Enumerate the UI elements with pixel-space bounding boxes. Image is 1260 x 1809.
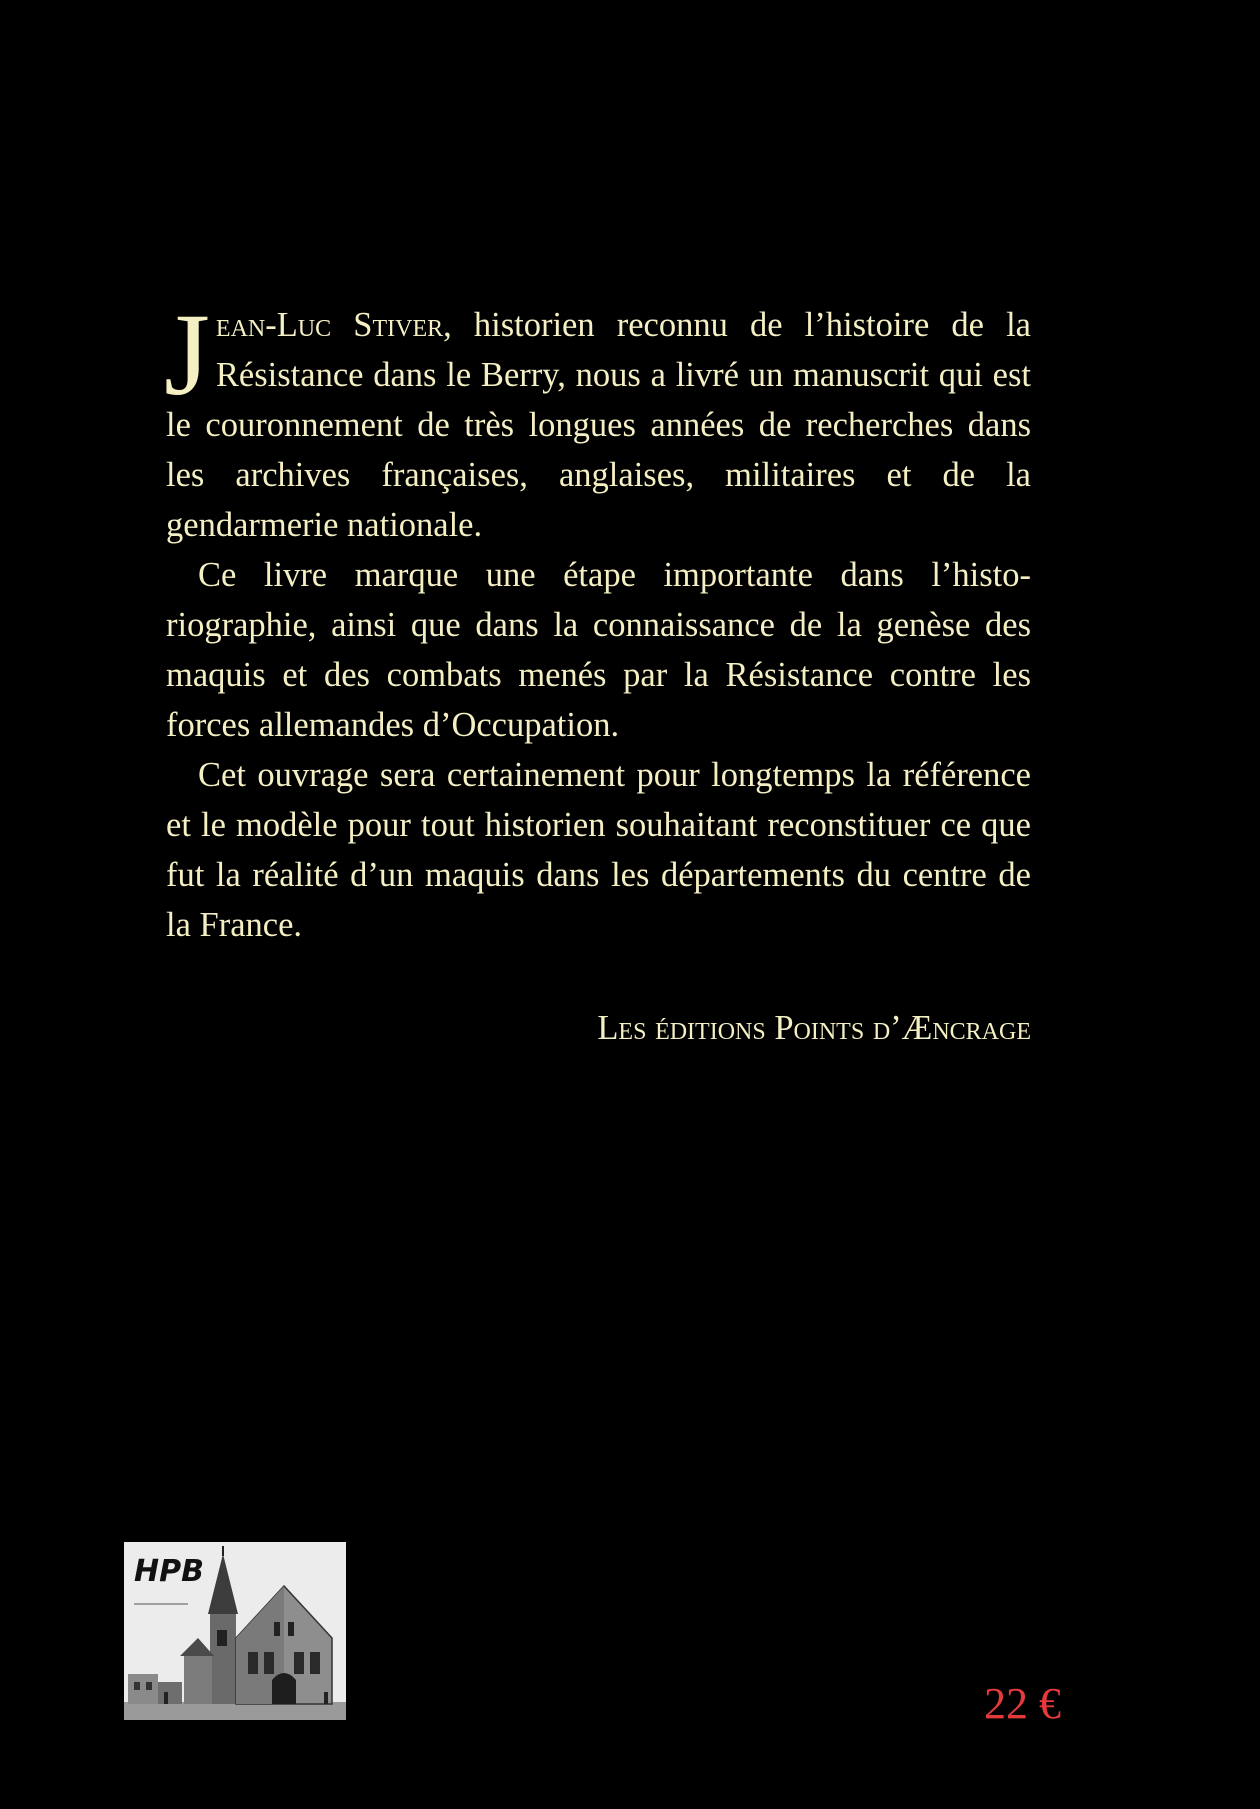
blurb-paragraph-1-text: , historien reconnu de l’histoire de la Résistance dans le Berry, nous a livré un manuscrit qui est le couronnement de très longues années de recherches dans les archives françaises, anglaises, militaires et de la gendarmerie nationale. — [166, 306, 1031, 544]
publisher-signature: Les éditions Points d’Æncrage — [597, 1009, 1031, 1047]
drop-cap: J — [164, 289, 210, 420]
hpb-logo — [124, 1542, 346, 1720]
logo-letters: HPB — [134, 1554, 204, 1589]
price-label: 22 € — [984, 1679, 1061, 1728]
blurb-paragraph-3: Cet ouvrage sera certainement pour longtemps la référence et le modèle pour tout historien souhaitant reconstituer ce que fut la réalité d’un maquis dans les départements du centre de la France. — [166, 756, 1031, 944]
back-cover-blurb — [164, 289, 1031, 950]
author-name: ean-Luc Stiver — [215, 306, 444, 344]
blurb-paragraph-1 — [164, 289, 1031, 550]
blurb-paragraph-2: Ce livre marque une étape importante dans l’historiographie, ainsi que dans la connaissance de la genèse des maquis et des combats menés par la Résistance contre les forces allemandes d’Occupation. — [166, 556, 1031, 744]
